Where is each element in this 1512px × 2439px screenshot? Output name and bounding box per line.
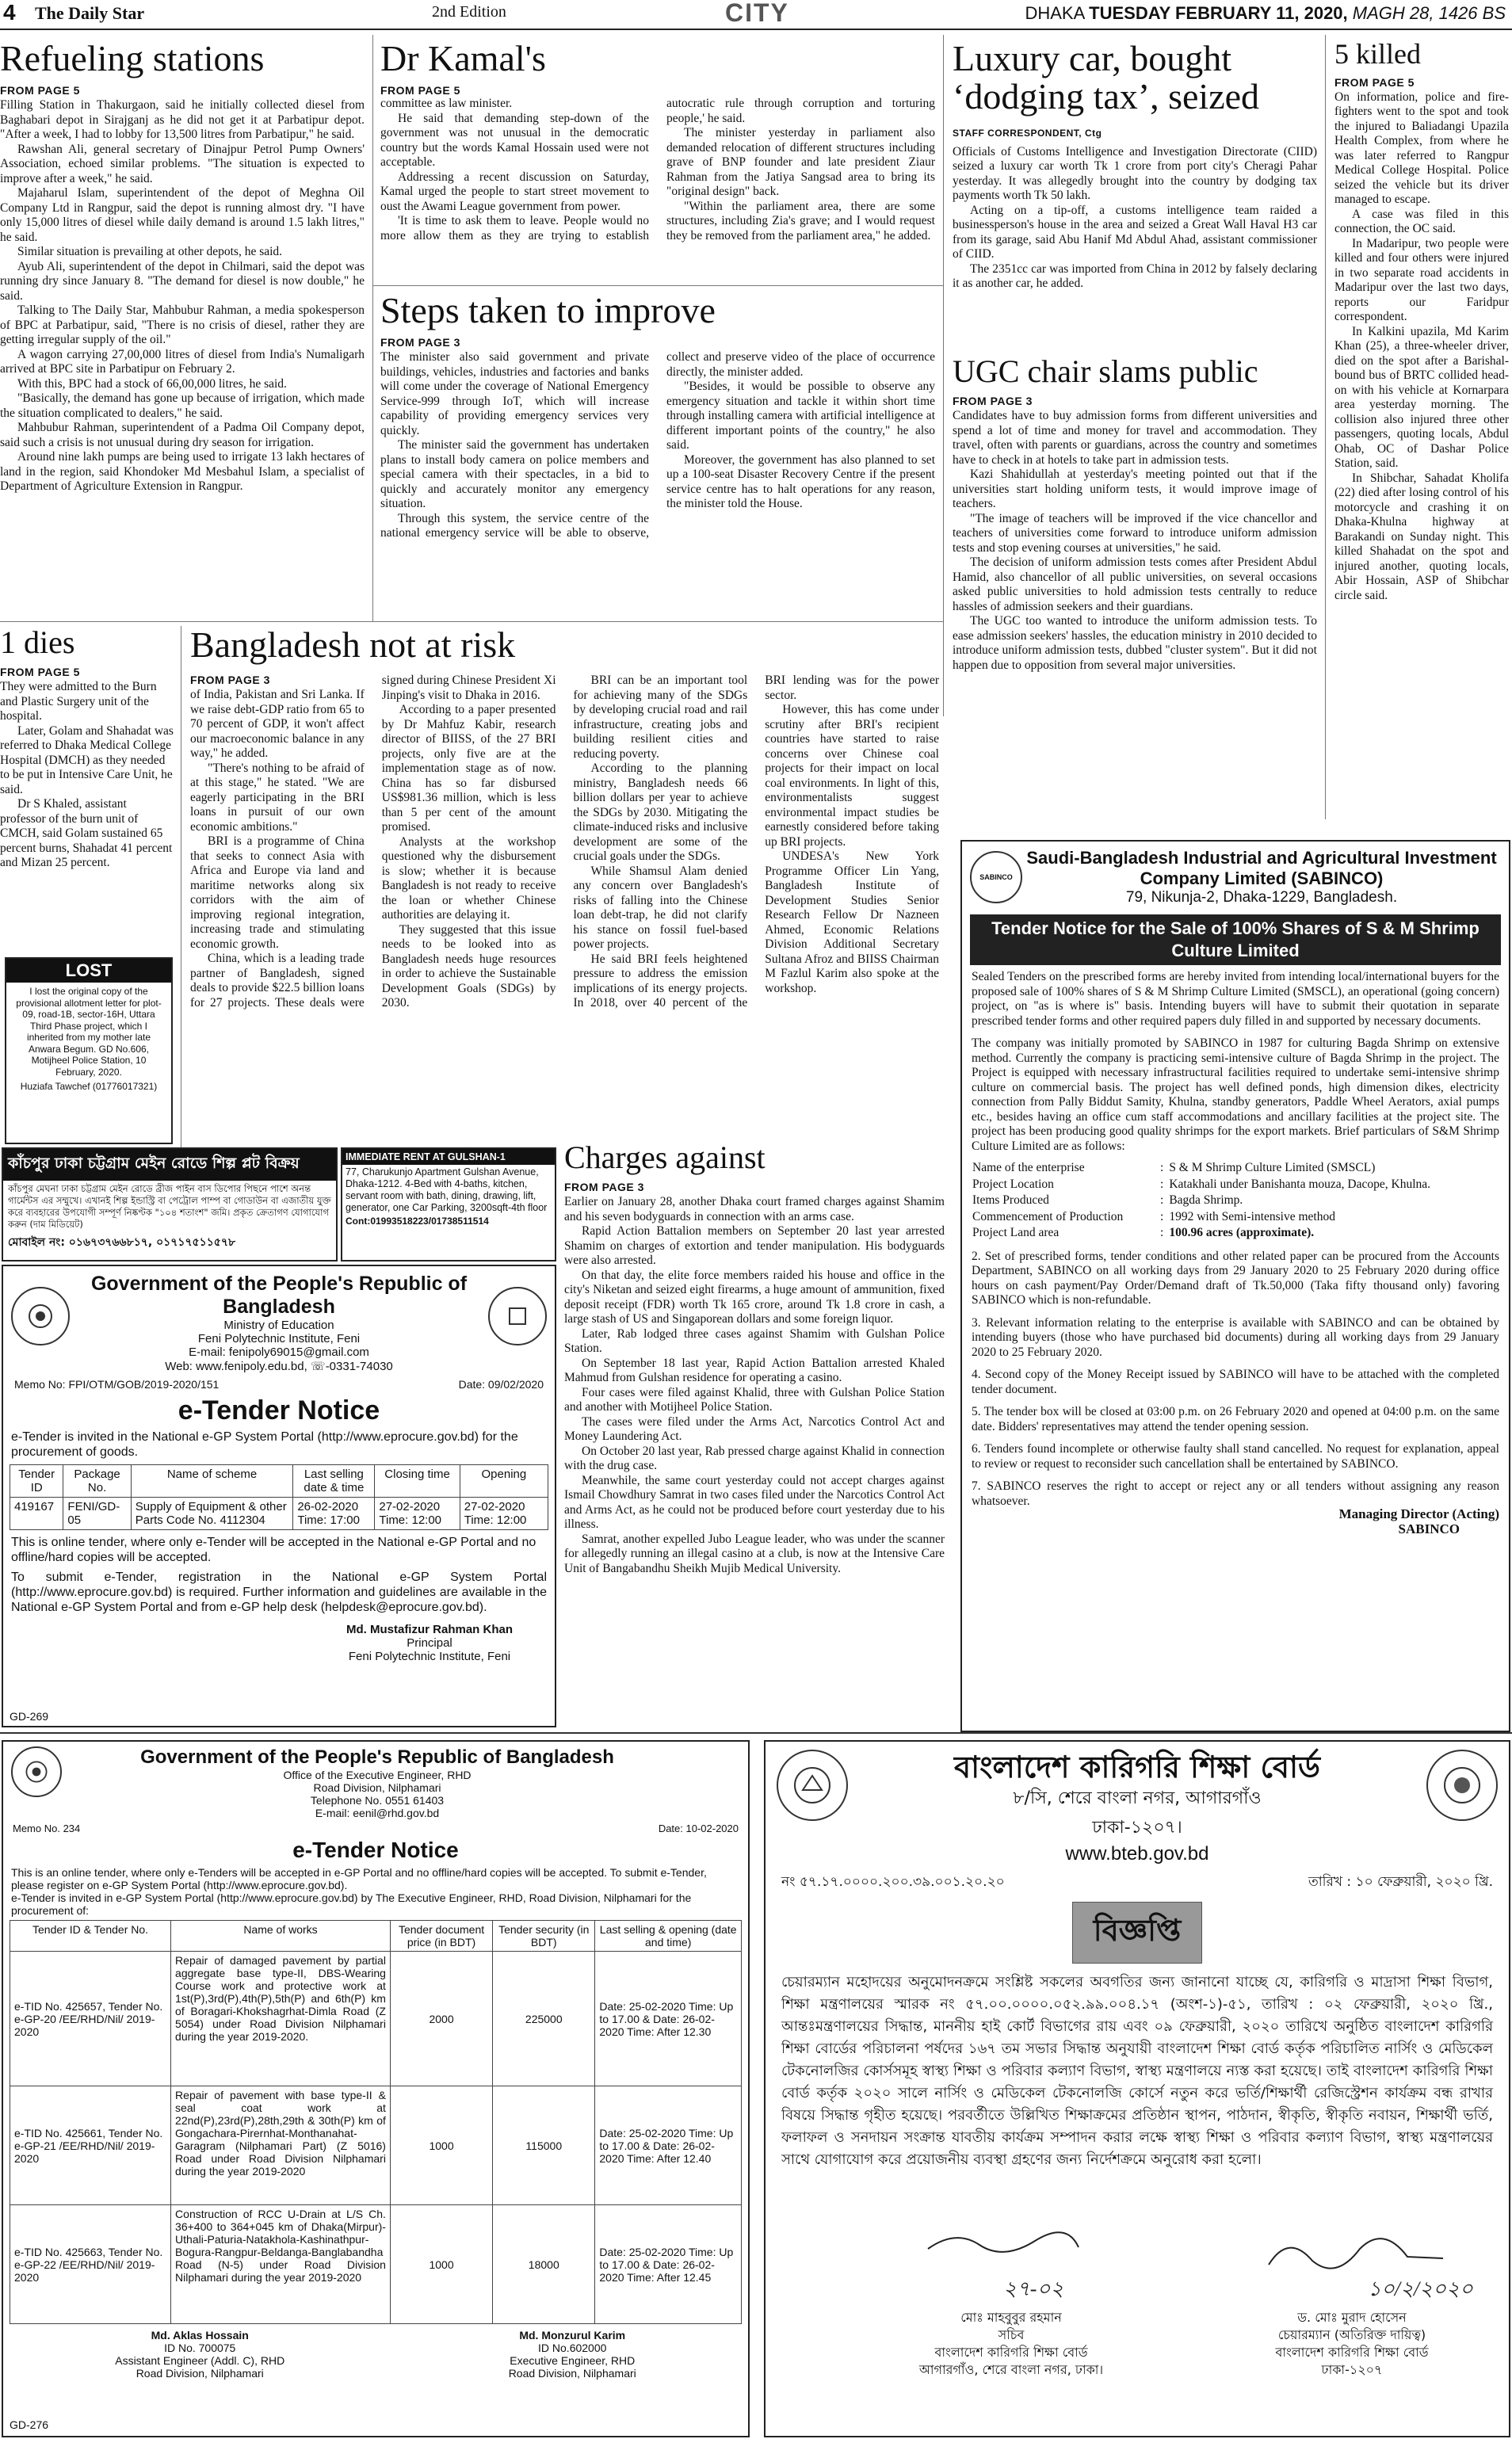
- paragraph: According to the planning ministry, Bangladesh needs 66 billion dollars per year to achieve the SDGs by 2030. Mitigating the climate-induced risks and inclusive development are some of the crucial goals under the SDGs.: [573, 761, 748, 864]
- paragraph: of India, Pakistan and Sri Lanka. If we raise debt-GDP ratio from 65 to 70 percent of GDP, it won't affect our macroeconomic balance in any way," he added.: [190, 688, 365, 761]
- article-body: [190, 674, 939, 1169]
- bteb-sig1-addr: আগারগাঁও, শেরে বাংলা নগর, ঢাকা।: [918, 2362, 1104, 2377]
- article-bdrisk: [190, 626, 939, 1169]
- table-cell: 225000: [493, 1952, 595, 2086]
- feni-title-block: [70, 1273, 488, 1373]
- bteb-memo: নং ৫৭.১৭.০০০০.২০০.৩৯.০০১.২০.২০: [781, 1874, 1005, 1890]
- table-row: [10, 1498, 548, 1530]
- bd-govt-emblem-icon: [11, 1746, 62, 1797]
- page-header: [0, 0, 1512, 30]
- byline: STAFF CORRESPONDENT, Ctg: [953, 127, 1102, 139]
- fact-value: Katakhali under Banishanta mouza, Dacope, Khulna.: [1169, 1177, 1431, 1191]
- feni-tender-table: [10, 1464, 548, 1530]
- table-cell: 115000: [493, 2086, 595, 2205]
- sabinco-address: 79, Nikunja-2, Dhaka-1229, Bangladesh.: [1125, 889, 1398, 906]
- feni-signer-org: Feni Polytechnic Institute, Feni: [348, 1650, 511, 1663]
- sabinco-org-block: [1022, 848, 1501, 907]
- paragraph: China, which is a leading trade partner of Bangladesh, signed deals to provide $22.5 billion loans for 27 projects. These deals were signed during Chinese President Xi Jinping's visit to Dhaka in 2016.: [190, 674, 556, 1010]
- paragraph: Mahbubur Rahman, superintendent of a Padma Oil Company depot, said such a crisis is not unusual during dry season for irrigation.: [0, 421, 365, 449]
- fact-key: Commencement of Production: [972, 1209, 1124, 1223]
- rhd-tender-table: [10, 1920, 742, 2324]
- rhd-intro1: This is an online tender, where only e-Tenders will be accepted in e-GP Portal and no offline/hard copies will be accepted. To submit e-Tender, please register on e-GP System Portal (http://www.eprocure.gov.bd).: [11, 1866, 707, 1891]
- paragraph: The cases were filed under the Arms Act, Narcotics Control Act and Money Laundering Act.: [564, 1414, 945, 1443]
- feni-signer: Md. Mustafizur Rahman Khan: [346, 1623, 513, 1636]
- paragraph: Through this system, the service centre of the national emergency service will be able to observe, collect and preserve video of the place of occurrence directly, the minister added.: [380, 350, 935, 540]
- bteb-memo-row: [766, 1865, 1509, 1894]
- bteb-notice-heading-wrap: [766, 1902, 1509, 1964]
- dateline-city: DHAKA: [1025, 3, 1085, 23]
- paragraph: "Basically, the demand has gone up because of irrigation, which made the situation complicated to dealers," he said.: [0, 391, 365, 420]
- article-luxury: [953, 40, 1317, 292]
- rhd-gd: GD-276: [10, 2418, 49, 2431]
- paragraph: Ayub Ali, superintendent of the depot in Chilmari, said the depot was running dry since January 8. "The demand for diesel is now double," he said.: [0, 259, 365, 303]
- feni-signature: [304, 1623, 555, 1663]
- paragraph: He said that demanding step-down of the government was not unusual in the democratic country but the words Kamal Hossain used were not acceptable.: [380, 111, 649, 170]
- article-body: [380, 97, 935, 291]
- mujib-borsho-logo-icon: [1426, 1750, 1498, 1821]
- kicker: FROM PAGE 3: [564, 1181, 644, 1193]
- feni-note1: This is online tender, where only e-Tender will be accepted in the National e-GP Portal and no offline/hard copies will be accepted.: [11, 1536, 536, 1564]
- sabinco-header: [962, 842, 1509, 910]
- rhd-memo-row: [3, 1819, 748, 1834]
- headline: Refueling stations: [0, 38, 265, 78]
- rhd-signature-1: [115, 2329, 284, 2380]
- feni-ministry: Ministry of Education: [223, 1319, 334, 1332]
- rhd-sig2-id: ID No.602000: [538, 2342, 607, 2354]
- bteb-sig2-handwritten-date: ১০/২/২০২০: [1368, 2277, 1473, 2300]
- feni-gd: GD-269: [10, 1710, 49, 1723]
- feni-intro: e-Tender is invited in the National e-GP System Portal (http://www.eprocure.gov.bd) for the procurement of goods.: [11, 1430, 518, 1459]
- fact-row: Commencement of Production : 1992 with Semi-intensive method: [972, 1209, 1431, 1226]
- rent-contact: Cont:01993518223/01738511514: [346, 1216, 489, 1227]
- headline: Bangladesh not at risk: [190, 624, 516, 665]
- paragraph: A case was filed in this connection, the OC said.: [1334, 207, 1509, 236]
- article-body: [953, 409, 1317, 673]
- fact-value: 100.96 acres (approximate).: [1169, 1226, 1315, 1239]
- rhd-date: Date: 10-02-2020: [658, 1823, 739, 1834]
- feni-memo-row: [3, 1373, 555, 1391]
- sabinco-point: 6. Tenders found incomplete or otherwise faulty shall stand cancelled. No request for explanation, appeal to review or request to reconsider such cancellation shall be entertained by SABINCO.: [972, 1442, 1499, 1471]
- headline: Dr Kamal's: [380, 38, 546, 78]
- article-ugc: [953, 355, 1317, 673]
- feni-date: Date: 09/02/2020: [458, 1378, 544, 1391]
- article-body: [564, 1195, 945, 1576]
- fact-row: Project Location : Katakhali under Banishanta mouza, Dacope, Khulna.: [972, 1177, 1431, 1193]
- bteb-signature-1: [908, 2309, 1114, 2379]
- table-cell: 2000: [390, 1952, 492, 2086]
- table-cell: Date: 25-02-2020 Time: Up to 17.00 & Date: 26-02-2020 Time: After 12.30: [595, 1952, 742, 2086]
- paragraph: BRI can be an important tool for achieving many of the SDGs by developing crucial road and rail infrastructure, creating jobs and building resilient cities and reducing poverty.: [573, 674, 748, 761]
- table-cell: e-TID No. 425661, Tender No. e-GP-21 /EE/RHD/Nil/ 2019-2020: [10, 2086, 171, 2205]
- paragraph: Majaharul Islam, superintendent of the depot of Meghna Oil Company Ltd in Rangpur, said the depot is running almost dry. "I have only 15,000 litres of diesel while daily demand is around 1.5 lakh litres," he said.: [0, 186, 365, 244]
- rhd-sig1-id: ID No. 700075: [164, 2342, 236, 2354]
- kicker: FROM PAGE 5: [1334, 75, 1415, 89]
- paragraph: They were admitted to the Burn and Plastic Surgery unit of the hospital.: [0, 680, 157, 723]
- column-header: Closing time: [375, 1465, 460, 1498]
- article-charges: [564, 1141, 945, 1576]
- sabinco-banner: Tender Notice for the Sale of 100% Shares of S & M Shrimp Culture Limited: [970, 914, 1501, 965]
- sabinco-point: 4. Second copy of the Money Receipt issued by SABINCO will have to be attached with the completed tender document.: [972, 1368, 1499, 1396]
- bteb-notice: [764, 1740, 1510, 2437]
- sabinco-signature: [972, 1507, 1499, 1536]
- article-body: [380, 350, 935, 596]
- bteb-sig1-handwritten-date: ২৭-০২: [1003, 2277, 1064, 2300]
- table-row: [10, 2205, 742, 2324]
- column-header: Tender security (in BDT): [493, 1921, 595, 1952]
- bteb-addr: ৮/সি, শেরে বাংলা নগর, আগারগাঁও: [1013, 1788, 1262, 1808]
- fact-key: Project Location: [972, 1177, 1054, 1191]
- plot-ad-text: কাঁচপুর মেঘনা ঢাকা চট্টগ্রাম মেইন রোডে ব্রীজ পাইন বাস ডিপোর পিছনে পাশে অনন্ত গার্মেন্টস এর সম্মুখে। এখানই শিল্প ইন্ডাস্ট্রি বা পেট্রোল পাম্প বা গোডাউন বা এজাতীয় যুক্ত করে ব্যবহারের উপযোগী সম্পূর্ণ নিষ্কণ্টক "১০৪ শতাংশ" জমি। প্রকৃত ক্রেতাগণ যোগাযোগ করুন (দাম মিডিয়েট): [8, 1183, 331, 1230]
- section-title: CITY: [725, 0, 789, 27]
- plot-ad-phone: মোবাইল নং: ০১৬৭৩৭৬৬৮১৭, ০১৭১৭৫১১৫৭৮: [8, 1236, 236, 1249]
- paragraph: Rapid Action Battalion members on September 20 last year arrested Shamim on charges of extortion and tender manipulation. His bodyguards were also arrested.: [564, 1224, 945, 1267]
- feni-web: Web: www.fenipoly.edu.bd, ☏-0331-74030: [165, 1360, 393, 1373]
- article-5killed: [1334, 40, 1509, 603]
- bteb-signature-2: [1241, 2309, 1463, 2379]
- column-header: Opening: [460, 1465, 548, 1498]
- kicker: FROM PAGE 3: [380, 336, 460, 349]
- column-header: Package No.: [63, 1465, 131, 1498]
- fact-row: Name of the enterprise : S & M Shrimp Culture Limited (SMSCL): [972, 1160, 1431, 1177]
- table-cell: Construction of RCC U-Drain at L/S Ch. 36+400 to 364+045 km of Dhaka(Mirpur)-Uthali-Paturia-Natakhola-Kashinathpur-Bogura-Rangpur-Beldanga-Banglabandha Road (N-5) under Road Division Nilphamari during the year 2019-2020: [171, 2205, 391, 2324]
- bteb-sig2-addr: ঢাকা-১২০৭: [1321, 2362, 1383, 2377]
- article-1dies: [0, 626, 174, 871]
- table-cell: Supply of Equipment & other Parts Code No. 4112304: [131, 1498, 293, 1530]
- rhd-intro2: e-Tender is invited in e-GP System Portal (http://www.eprocure.gov.bd) by The Executive Engineer, RHD, Road Division, Nilphamari for the procurement of:: [11, 1891, 692, 1917]
- bteb-body: চেয়ারম্যান মহোদয়ের অনুমোদনক্রমে সংশ্লিষ্ট সকলের অবগতির জন্য জানানো যাচ্ছে যে, কারিগরি ও মাদ্রাসা শিক্ষা বিভাগ, শিক্ষা মন্ত্রণালয়ের স্মারক নং ৫৭.০০.০০০০.০৫২.৯৯.০০৪.১৭ (অংশ-১)-৫১, তারিখ : ০২ ফেব্রুয়ারী, ২০২০ খ্রি., আন্তঃমন্ত্রণালয়ের সিদ্ধান্ত, মাননীয় হাই কোর্ট বিভাগের রায় এবং ০৯ ফেব্রুয়ারী, ২০২০ তারিখে অনুষ্ঠিত বাংলাদেশ কারিগরি শিক্ষা বোর্ডের পরিচালনা পর্ষদের ১৬৭ তম সভার সিদ্ধান্ত অনুযায়ী বাংলাদেশ শিক্ষা বোর্ড কর্তৃক পরিচালিত নার্সিং ও মেডিকেল টেকনোলজির কোর্সসমূহ স্বাস্থ্য শিক্ষা ও পরিবার কল্যাণ বিভাগ, স্বাস্থ্য মন্ত্রণালয়ে ন্যস্ত করা হয়েছে। তাই বাংলাদেশ কারিগরি শিক্ষা বোর্ড কর্তৃক ২০২০ সালে নার্সিং ও মেডিকেল টেকনোলজি কোর্সে নতুন করে ভর্তি/শিক্ষার্থী রেজিস্ট্রেশন কার্যক্রম বন্ধ রাখার বিষয়ে সিদ্ধান্ত গৃহীত হয়েছে। পরবর্তীতে উল্লিখিত শিক্ষাক্রমের প্রতিষ্ঠান স্থাপন, পাঠদান, স্বীকৃতি, স্বীকৃতি নবায়ন, শিক্ষার্থী ভর্তি, ফলাফল ও সনদায়ন সংক্রান্ত যাবতীয় কার্যক্রম সম্পাদন করার লক্ষে স্বাস্থ্য শিক্ষা ও পরিবার কল্যাণ বিভাগ, স্বাস্থ্য মন্ত্রণালয়ের সাথে যোগাযোগ করে প্রয়োজনীয় ব্যবস্থা গ্রহণের জন্য নির্দেশক্রমে অনুরোধ করা হলো।: [781, 1974, 1493, 2168]
- sabinco-sign-title: Managing Director (Acting): [1338, 1506, 1499, 1521]
- paragraph: "Besides, it would be possible to observe any emergency situation and tackle it within short time through installing camera with artificial intelligence at different important points of the country," he also said.: [666, 380, 935, 452]
- table-cell: Date: 25-02-2020 Time: Up to 17.00 & Date: 26-02-2020 Time: After 12.40: [595, 2086, 742, 2205]
- headline: Luxury car, bought ‘dodging tax’, seized: [953, 38, 1260, 117]
- article-body: [1334, 90, 1509, 604]
- plot-ad-title: কাঁচপুর ঢাকা চট্টগ্রাম মেইন রোডে শিল্প প্লট বিক্রয়: [3, 1149, 336, 1181]
- fact-key: Items Produced: [972, 1193, 1049, 1207]
- kicker: FROM PAGE 5: [0, 666, 80, 678]
- lost-contact: Huziafa Tawchef (01776017321): [20, 1081, 158, 1092]
- column-header: Last selling date & time: [293, 1465, 375, 1498]
- paragraph: UNDESA's New York Programme Officer Lin Yang, Bangladesh Institute of Development Studies Senior Research Fellow Dr Nazneen Ahmed, Economic Relations Division Additional Secretary Sultana Afroz and BIISS Chairman M Fazlul Karim also spoke at the workshop.: [765, 849, 939, 995]
- table-row: [10, 2086, 742, 2205]
- rhd-etender-notice: [2, 1740, 750, 2437]
- paragraph: Candidates have to buy admission forms from different universities and spend a lot of time and money for travel and accommodation. They travel, often with parents or guardians, across the country and sometimes have to check in at hotels to take part in admission tests.: [953, 409, 1317, 467]
- rhd-sig1-name: Md. Aklas Hossain: [151, 2329, 249, 2342]
- table-header-row: [10, 1921, 742, 1952]
- paragraph: Kazi Shahidullah at yesterday's meeting pointed out that if the universities start holding uniform tests, it would improve image of teachers.: [953, 468, 1317, 510]
- headline: Steps taken to improve: [380, 290, 716, 330]
- feni-polytechnic-logo-icon: [488, 1287, 547, 1345]
- kicker: FROM PAGE 5: [0, 84, 80, 97]
- sabinco-logo-icon: SABINCO: [970, 851, 1022, 903]
- sabinco-point: 7. SABINCO reserves the right to accept or reject any or all tenders without assigning any reason whatsoever.: [972, 1479, 1499, 1508]
- paragraph: In Shibchar, Sahadat Kholifa (22) died after losing control of his motorcycle and crashing it on Dhaka-Khulna highway at Barakandi on Sunday night. This killed Shahadat on the spot and injured another, quoting locals, Abir Hossain, ASP of Shibchar circle said.: [1334, 471, 1509, 602]
- paragraph: The decision of uniform admission tests comes after President Abdul Hamid, also chancellor of all public universities, on several occasions asked public universities to hold admission tests centrally to reduce hassles of admission seekers and their guardians.: [953, 555, 1317, 613]
- rent-title: IMMEDIATE RENT AT GULSHAN-1: [342, 1149, 555, 1165]
- paragraph: He said BRI feels heightened pressure to address the emission implications of its energy projects. In 2018, over 40 percent of the BRI lending was for the power sector.: [573, 674, 939, 1010]
- paragraph: Later, Golam and Shahadat was referred to Dhaka Medical College Hospital (DMCH) as they needed to be put in Intensive Care Unit, he said.: [0, 723, 174, 796]
- rent-text: 77, Charukunjo Apartment Gulshan Avenue, Dhaka-1212. 4-Bed with 4-baths, kitchen, servant room with bath, dining, drawing, lift, generator, one Car Parking, 3200sqft-4th floor: [346, 1166, 548, 1213]
- sabinco-org: Saudi-Bangladesh Industrial and Agricultural Investment Company Limited (SABINCO): [1026, 848, 1497, 888]
- column-header: Tender ID: [10, 1465, 63, 1498]
- table-cell: Repair of damaged pavement by partial aggregate base type-II, DBS-Wearing Course work and protective work at 1st(P),3rd(P),4th(P),5th(P) and 6th(P) km of Boragari-Khokshagrhat-Dimla Road (Z 5054) under Road Division Nilphamari during the year 2019-2020.: [171, 1952, 391, 2086]
- bteb-city: ঢাকা-১২০৭।: [1092, 1818, 1182, 1838]
- headline: UGC chair slams public: [953, 353, 1258, 389]
- sabinco-tender-notice: [960, 840, 1510, 1732]
- fact-key: Name of the enterprise: [972, 1161, 1085, 1174]
- rhd-sig2-org: Road Division, Nilphamari: [508, 2367, 636, 2380]
- article-body: [0, 680, 174, 871]
- rhd-email: E-mail: eenil@rhd.gov.bd: [315, 1807, 440, 1819]
- article-drkamal: [380, 40, 935, 291]
- paragraph: Around nine lakh pumps are being used to irrigate 13 lakh hectares of land in the region, said Khondoker Md Mesbahul Islam, a specialist of Department of Agriculture Extension in Rangpur.: [0, 450, 365, 494]
- masthead: The Daily Star: [35, 3, 145, 23]
- paragraph: 'It is time to ask them to leave. People would no more allow them as they are trying to establish autocratic rule through corruption and torturing people,' he said.: [380, 97, 935, 242]
- dateline: [1025, 3, 1506, 24]
- sabinco-point: 5. The tender box will be closed at 03:00 p.m. on 26 February 2020 and opened at 04:00 p.m. on the same date. Bidders' representatives may attend the tender opening session.: [972, 1405, 1499, 1433]
- rhd-office: Office of the Executive Engineer, RHD: [283, 1769, 472, 1781]
- paragraph: According to a paper presented by Dr Mahfuz Kabir, research director of BIISS, of the 27 BRI projects, only five are at the implementation stage as of now. China has so far disbursed US$981.36 million, which is less than 5 per cent of the amount promised.: [381, 703, 556, 834]
- table-cell: 1000: [390, 2086, 492, 2205]
- table-cell: 419167: [10, 1498, 63, 1530]
- paragraph: "There's nothing to be afraid of at this stage," he stated. "We are eagerly participating in the BRI loans in pursuit of our own economic ambitions.": [190, 761, 365, 834]
- rhd-tel: Telephone No. 0551 61403: [310, 1794, 445, 1807]
- paragraph: The minister also said government and private buildings, vehicles, industries and factories and banks will come under the coverage of National Emergency Service-999 through IoT, which will increase capability of providing emergency services very quickly.: [380, 350, 649, 437]
- paragraph: BRI is a programme of China that seeks to connect Asia with Africa and Europe via land and maritime networks along six corridors with the aim of improving regional integration, increasing trade and stimulating economic growth.: [190, 834, 365, 951]
- lost-title: LOST: [6, 959, 171, 983]
- paragraph: On October 20 last year, Rab pressed charge against Khalid in connection with the drug case.: [564, 1444, 945, 1472]
- paragraph: In Kalkini upazila, Md Karim Khan (25), a three-wheeler driver, died on the spot after a Barishal-bound bus of BRTC collided head-on with his vehicle at Kornarpara area yesterday morning. The collision also injured three other passengers, quoting locals, Abdul Ohab, OC of Dashar Police Station, said.: [1334, 324, 1509, 471]
- rent-ad: [341, 1147, 556, 1261]
- bteb-sig2-name: ড. মোঃ মুরাদ হোসেন: [1297, 2310, 1407, 2325]
- feni-title: e-Tender Notice: [178, 1395, 380, 1426]
- table-cell: Repair of pavement with base type-II & seal coat work at 22nd(P),23rd(P),28th,29th & 30th(P) km of Gongachara-Pirernhat-Monthanahat-Garagram (Nilphamari Part) (Z 5016) Road under Road Division Nilphamari during the year 2019-2020: [171, 2086, 391, 2205]
- article-body: [0, 98, 365, 494]
- paragraph: "The image of teachers will be improved if the vice chancellor and teachers of universities come forward to introduce uniform admission tests and stop evening courses at universities," he said.: [953, 511, 1317, 555]
- kicker: FROM PAGE 3: [953, 395, 1033, 407]
- bteb-sig2-title: চেয়ারম্যান (অতিরিক্ত দায়িত্ব): [1277, 2327, 1426, 2342]
- bteb-sig1-title: সচিব: [998, 2327, 1025, 2342]
- paragraph: On information, police and fire-fighters went to the spot and took the injured to Baliadangi Upazila Health Complex, from where he was later referred to Rangpur Medical College Hospital. Police seized the vehicle but its driver managed to escape.: [1334, 90, 1509, 207]
- paragraph: Analysts at the workshop questioned why the disbursement is slow; whether it is because Bangladesh is not ready to receive the loan or whether Chinese authorities are delaying it.: [381, 834, 556, 922]
- rhd-memo: Memo No. 234: [13, 1823, 81, 1834]
- rhd-sig1-org: Road Division, Nilphamari: [136, 2367, 264, 2380]
- column-header: Tender ID & Tender No.: [10, 1921, 171, 1952]
- paragraph: Dr S Khaled, assistant professor of the burn unit of CMCH, said Golam sustained 65 percent burns, Shahadat 41 percent and Mizan 25 percent.: [0, 797, 173, 869]
- headline: 5 killed: [1334, 38, 1421, 70]
- feni-inst: Feni Polytechnic Institute, Feni: [197, 1332, 361, 1345]
- table-header-row: [10, 1465, 548, 1498]
- kicker: FROM PAGE 5: [380, 84, 460, 97]
- table-cell: e-TID No. 425657, Tender No. e-GP-20 /EE/RHD/Nil/ 2019-2020: [10, 1952, 171, 2086]
- feni-note2: To submit e-Tender, registration in the National e-GP System Portal (http://www.eprocure.gov.bd) is required. Further information and guidelines are available in the National e-GP System Portal and from e-GP help desk (helpdesk@eprocure.gov.bd).: [11, 1571, 547, 1614]
- fact-row: Project Land area : 100.96 acres (approximate).: [972, 1225, 1431, 1242]
- bteb-notice-heading: বিজ্ঞপ্তি: [1072, 1902, 1203, 1964]
- paragraph: The 2351cc car was imported from China in 2012 by falsely declaring it as another car, he added.: [953, 261, 1317, 291]
- feni-gov: Government of the People's Republic of Bangladesh: [90, 1273, 468, 1318]
- column-header: Last selling & opening (date and time): [595, 1921, 742, 1952]
- paragraph: Rawshan Ali, general secretary of Dinajpur Petrol Pump Owners' Association, echoed similar problems. "The situation is expected to improve after a week," he said.: [0, 142, 365, 185]
- table-cell: Date: 25-02-2020 Time: Up to 17.00 & Date: 26-02-2020 Time: After 12.45: [595, 2205, 742, 2324]
- sabinco-facts: [972, 1160, 1431, 1242]
- paragraph: However, this has come under scrutiny after BRI's recipient countries have started to raise concerns over Chinese coal projects for their impact on local coal environments. In light of this, environmentalists suggest environmental impact studies be earnestly considered before taking up BRI projects.: [765, 703, 939, 849]
- bteb-title: বাংলাদেশ কারিগরি শিক্ষা বোর্ড: [953, 1750, 1321, 1784]
- sabinco-point: 2. Set of prescribed forms, tender conditions and other related paper can be procured from the Accounts Department, SABINCO on all working days from 29 January 2020 to 25 February 2020 during office hours on cash payment/Pay Order/Demand draft of Tk.50,000 (Taka fifty thousand only) favoring SABINCO which is non-refundable.: [972, 1249, 1499, 1307]
- paragraph: Acting on a tip-off, a customs intelligence team raided a businessperson's house in the area and seized a Great Wall Haval H3 car from its garage, said Abu Hanif Md Abdul Ahad, assistant commissioner of CIID.: [953, 203, 1317, 261]
- paragraph: Earlier on January 28, another Dhaka court framed charges against Shamim and his seven bodyguards in connection with an arms case.: [564, 1195, 945, 1223]
- headline: 1 dies: [0, 624, 75, 660]
- paragraph: They suggested that this issue needs to be looked into as Bangladesh needs huge resources in order to achieve the Sustainable Development Goals (SDGs) by 2030.: [381, 922, 556, 1010]
- paragraph: committee as law minister.: [380, 97, 513, 111]
- paragraph: Addressing a recent discussion on Saturday, Kamal urged the people to start street movement to oust the Awami League government from power.: [380, 170, 649, 213]
- paragraph: Later, Rab lodged three cases against Shamim with Gulshan Police Station.: [564, 1326, 945, 1355]
- rhd-sig2-name: Md. Monzurul Karim: [519, 2329, 626, 2342]
- bteb-header: [766, 1742, 1509, 1865]
- rhd-header: [3, 1742, 748, 1819]
- column-header: Tender document price (in BDT): [390, 1921, 492, 1952]
- table-cell: 26-02-2020 Time: 17:00: [293, 1498, 375, 1530]
- sabinco-para1: The company was initially promoted by SABINCO in 1987 for culturing Bagda Shrimp on extensive method. Currently the company is practicing semi-intensive culture of Bagda Shrimp in the project. The Project is equipped with necessary infrastructural facilities required to undertake semi-intensive shrimp culture on commercial basis. The project has well defined ponds, high dimension dikes, electricity connection from Pally Biddut Samity, Khulna, standby generators, Paddle Wheel Aerators, axial pumps etc., besides having an office cum staff accommodations and ancillary facilities at the project site. The project has been producing good quality shrimps for the export markets. Brief particulars of S&M Shrimp Culture Limited are as follows:: [972, 1036, 1499, 1153]
- lost-notice: [5, 957, 173, 1144]
- rhd-signature-2: [509, 2329, 636, 2380]
- paragraph: "Within the parliament area, there are some structures, including Zia's grave; and I would request they be removed from the parliament area," he added.: [666, 199, 935, 242]
- paragraph: Moreover, the government has also planned to set up a 100-seat Disaster Recovery Centre if the present service centre has to halt operations for any reason, the minister told the House.: [666, 452, 935, 511]
- sabinco-sign-org: SABINCO: [1398, 1521, 1460, 1536]
- column-header: Name of works: [171, 1921, 391, 1952]
- article-body: [953, 145, 1317, 292]
- feni-signer-title: Principal: [407, 1636, 452, 1650]
- fact-value: 1992 with Semi-intensive method: [1169, 1209, 1335, 1223]
- sabinco-body: [962, 970, 1509, 1536]
- bteb-title-block: [848, 1750, 1426, 1865]
- feni-etender-notice: [2, 1265, 556, 1727]
- paragraph: On that day, the elite force members raided his house and office in the city's Niketan and seized eight firearms, a huge amount of ammunition, fixed deposit receipt (FDR) worth Tk 165 crore, around Tk 1.8 crore in cash, a large stash of US and Singaporean dollars and some foreign liquor.: [564, 1268, 945, 1326]
- paragraph: The minister yesterday in parliament also demanded relocation of different structures including grave of BNP founder and late president Ziaur Rahman from the Jatiya Sangsad area to bring its "original design" back.: [666, 126, 935, 199]
- sabinco-point: 3. Relevant information relating to the enterprise is available with SABINCO and can be obtained by intending buyers (those who have purchased bid documents) during all working days from 29 January 2020 to 25 February 2020.: [972, 1315, 1499, 1359]
- edition-label: 2nd Edition: [432, 3, 506, 21]
- fact-row: Items Produced : Bagda Shrimp.: [972, 1193, 1431, 1209]
- bteb-date: তারিখ : ১০ ফেব্রুয়ারী, ২০২০ খ্রি.: [1308, 1874, 1493, 1890]
- sabinco-intro: Sealed Tenders on the prescribed forms are hereby invited from intending local/international buyers for the proposed sale of 100% shares of S & M Shrimp Culture Limited (SMSCL), an operational (going concern) project, on "as is where is" basis. Intending buyers will have to submit their quotation in separate prescribed tender forms and other required papers duly filled in and supported by necessary documents.: [972, 970, 1499, 1028]
- table-cell: 27-02-2020 Time: 12:00: [460, 1498, 548, 1530]
- paragraph: Similar situation is prevailing at other depots, he said.: [17, 245, 283, 259]
- column-header: Name of scheme: [131, 1465, 293, 1498]
- bd-govt-emblem-icon: [11, 1287, 70, 1345]
- kicker: FROM PAGE 3: [190, 674, 270, 687]
- paragraph: Talking to The Daily Star, Mahbubur Rahman, a media spokesperson of BPC at Parbatipur, said, "There is no crisis of diesel, rather they are getting irregular supply of the oil.": [0, 303, 365, 347]
- paragraph: Officials of Customs Intelligence and Investigation Directorate (CIID) seized a luxury car worth Tk 1 crore from port city's Cheragi Pahar yesterday. It was allegedly brought into the country by dodging tax payments worth Tk 50 lakh.: [953, 144, 1317, 203]
- table-row: [10, 1952, 742, 2086]
- rhd-title: e-Tender Notice: [292, 1838, 459, 1862]
- bteb-signature-1-scrawl: [924, 2225, 1082, 2257]
- bteb-web: www.bteb.gov.bd: [1065, 1843, 1209, 1865]
- paragraph: While Shamsul Alam denied any concern over Bangladesh's risks of falling into the Chinese loan debt-trap, he did not clarify his stance on fossil fuel-based power projects.: [573, 864, 748, 952]
- bteb-sig2-org: বাংলাদেশ কারিগরি শিক্ষা বোর্ড: [1275, 2345, 1429, 2360]
- paragraph: A wagon carrying 27,00,000 litres of diesel from India's Numaligarh arrived at BPC site in Parbatipur on February 2.: [0, 347, 365, 376]
- bteb-sig1-name: মোঃ মাহবুবুর রহমান: [960, 2310, 1062, 2325]
- fact-value: S & M Shrimp Culture Limited (SMSCL): [1169, 1161, 1376, 1174]
- table-cell: FENI/GD-05: [63, 1498, 131, 1530]
- dateline-day: TUESDAY FEBRUARY 11, 2020,: [1089, 3, 1348, 23]
- lost-text: I lost the original copy of the provisional allotment letter for plot-09, road-1B, sector-16H, Uttara Third Phase project, which I inherited from my mother late Anwara Begum. GD No.606, Motijheel Police Station, 10 February, 2020.: [16, 986, 162, 1078]
- fact-key: Project Land area: [972, 1226, 1060, 1239]
- table-cell: 18000: [493, 2205, 595, 2324]
- paragraph: The UGC too wanted to introduce the uniform admission tests. To ease admission seekers' hassles, the education ministry in 2010 decided to introduce uniform admission tests, dubbed "cluster system". But it did not happen due to opposition from several major universities.: [953, 614, 1317, 672]
- article-steps: [380, 292, 935, 596]
- paragraph: Meanwhile, the same court yesterday could not accept charges against Ismail Chowdhury Samrat in two cases filed under the Narcotics Control Act and Arms Act, as he could not be produced before court yesterday due to his illness.: [564, 1473, 945, 1531]
- paragraph: In Madaripur, two people were killed and four others were injured in two separate road accidents in Madaripur over the last two days, reports our Faridpur correspondent.: [1334, 236, 1509, 324]
- bteb-logo-icon: [777, 1750, 848, 1821]
- paragraph: Samrat, another expelled Jubo League leader, who was under the scanner for allegedly running an illegal casino at a club, is now at the Intensive Care Unit of Bangabandhu Sheikh Mujib Medical University.: [564, 1532, 945, 1575]
- fact-value: Bagda Shrimp.: [1169, 1193, 1243, 1207]
- paragraph: With this, BPC had a stock of 66,00,000 litres, he said.: [17, 376, 287, 391]
- paragraph: On September 18 last year, Rapid Action Battalion arrested Khaled Mahmud from Gulshan residence for operating a casino.: [564, 1356, 945, 1384]
- paragraph: Four cases were filed against Khalid, three with Gulshan Police Station and another with Motijheel Police Station.: [564, 1385, 945, 1414]
- rhd-sig2-title: Executive Engineer, RHD: [510, 2354, 636, 2367]
- table-cell: 27-02-2020 Time: 12:00: [375, 1498, 460, 1530]
- table-cell: 1000: [390, 2205, 492, 2324]
- page-number: 4: [3, 0, 16, 25]
- paragraph: The minister said the government has undertaken plans to install body camera on police members and special camera with their spectacles, in a bid to quickly and accurately monitor any emergency situation.: [380, 438, 649, 511]
- feni-header: [3, 1266, 555, 1373]
- headline: Charges against: [564, 1139, 766, 1175]
- rhd-gov: Government of the People's Republic of Bangladesh: [140, 1746, 614, 1768]
- dateline-bangla: MAGH 28, 1426 BS: [1352, 3, 1506, 23]
- feni-memo: Memo No: FPI/OTM/GOB/2019-2020/151: [14, 1378, 220, 1391]
- table-cell: e-TID No. 425663, Tender No. e-GP-22 /EE/RHD/Nil/ 2019-2020: [10, 2205, 171, 2324]
- paragraph: Filling Station in Thakurgaon, said he initially collected diesel from Baghabari depot in Sirajganj as he did not get it at Parbatipur depot. "After a week, I had to lobby for 13,500 litres from Parbatipur," he said.: [0, 98, 365, 142]
- plot-sale-ad: [2, 1147, 338, 1261]
- rhd-div: Road Division, Nilphamari: [313, 1781, 441, 1794]
- rhd-signatures: [3, 2329, 748, 2380]
- feni-email: E-mail: fenipoly69015@gmail.com: [189, 1345, 369, 1359]
- article-refueling: [0, 40, 365, 494]
- rhd-title-block: [62, 1746, 693, 1819]
- bteb-sig1-org: বাংলাদেশ কারিগরি শিক্ষা বোর্ড: [934, 2345, 1088, 2360]
- rhd-sig1-title: Assistant Engineer (Addl. C), RHD: [115, 2354, 285, 2367]
